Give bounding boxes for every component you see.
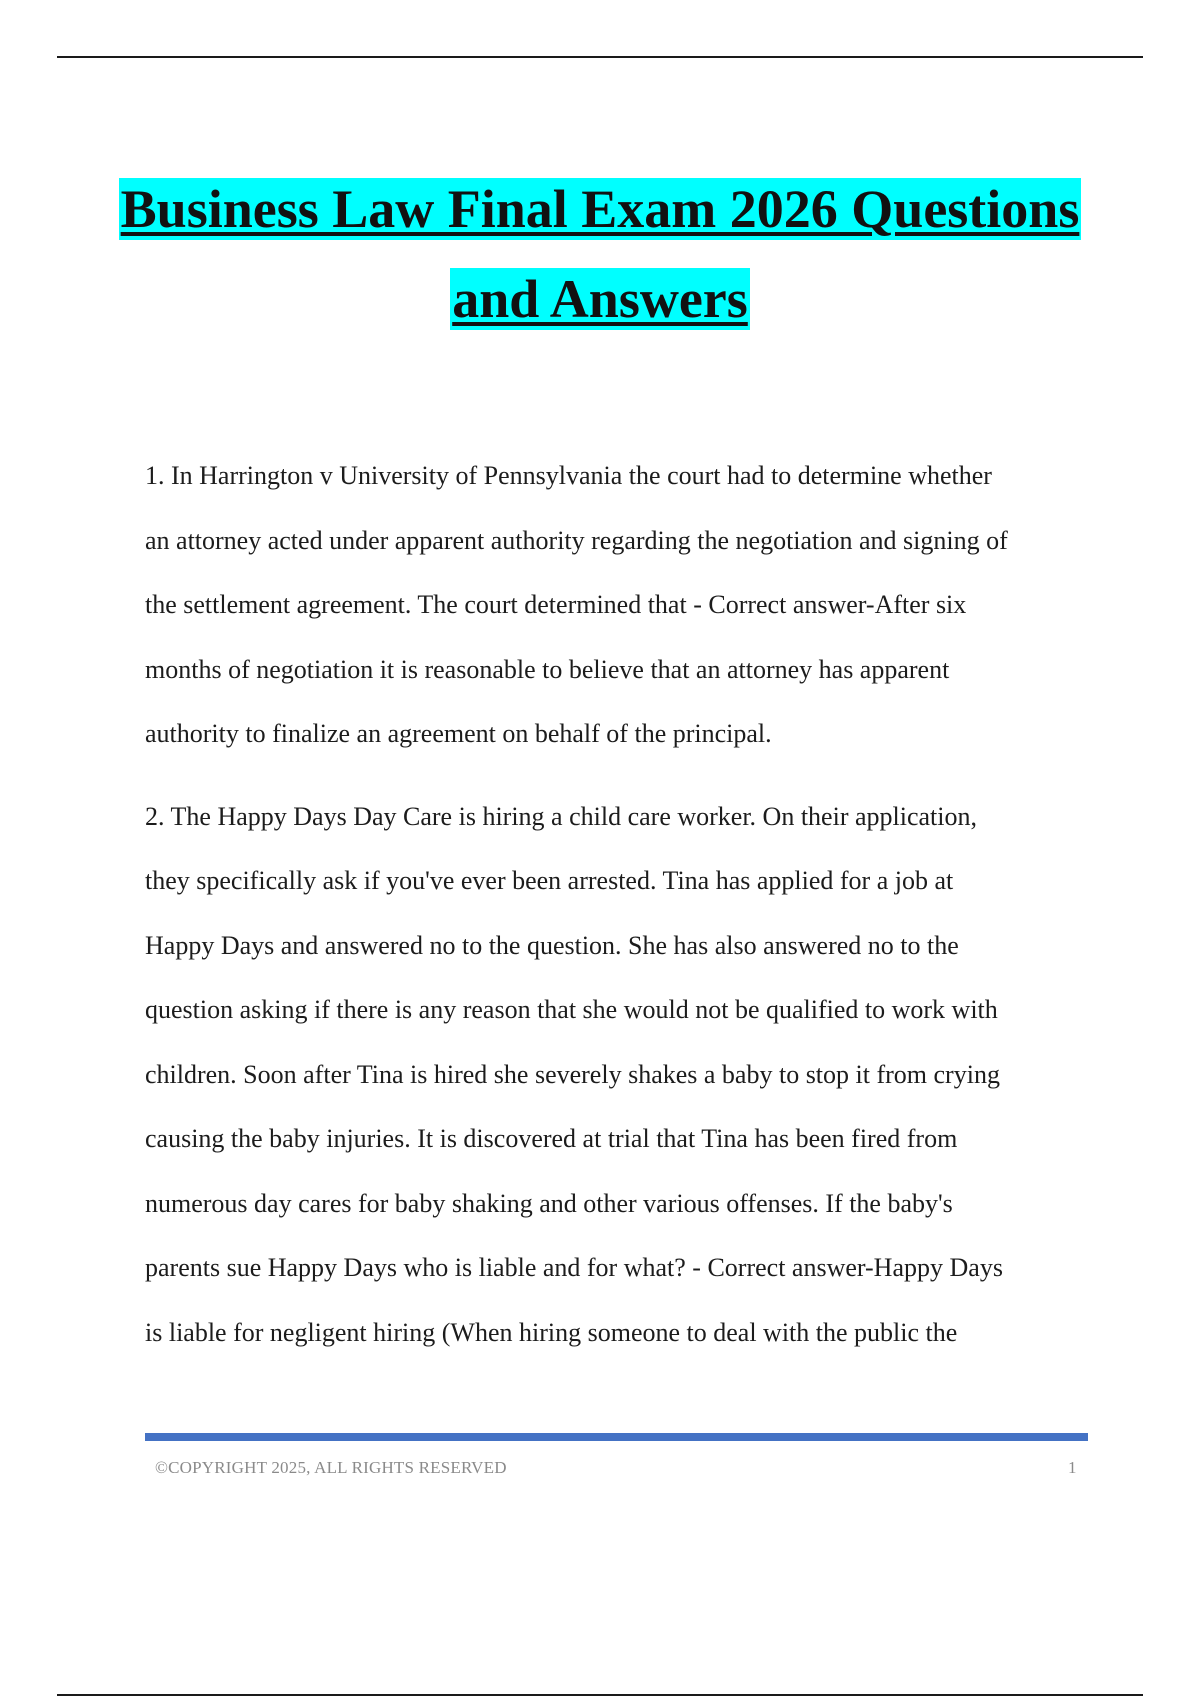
question-text-line: Happy Days and answered no to the question. She has also answered no to the bbox=[145, 930, 959, 960]
question-text-line: question asking if there is any reason that she would not be qualified to work with bbox=[145, 995, 998, 1024]
bottom-rule bbox=[57, 1694, 1143, 1696]
page-number: 1 bbox=[1068, 1458, 1077, 1477]
question-text-line: is liable for negligent hiring (When hiring someone to deal with the public the bbox=[145, 1317, 958, 1347]
question-text-line: parents sue Happy Days who is liable and for what? - Correct answer-Happy Days bbox=[145, 1253, 1003, 1282]
document-title bbox=[0, 178, 1200, 330]
question-text-line: children. Soon after Tina is hired she severely shakes a baby to stop it from crying bbox=[145, 1059, 1000, 1089]
question-text-line: numerous day cares for baby shaking and other various offenses. If the baby's bbox=[145, 1188, 953, 1218]
question-text-line: 2. The Happy Days Day Care is hiring a child care worker. On their application, bbox=[145, 801, 977, 831]
document-body bbox=[145, 444, 1095, 1383]
question-text-line: 1. In Harrington v University of Pennsylvania the court had to determine whether bbox=[145, 461, 992, 490]
question-text-line: causing the baby injuries. It is discovered at trial that Tina has been fired from bbox=[145, 1124, 958, 1153]
footer-copyright: ©COPYRIGHT 2025, ALL RIGHTS RESERVED bbox=[155, 1458, 507, 1477]
question-1 bbox=[145, 444, 1095, 767]
footer-divider bbox=[145, 1433, 1088, 1441]
question-text-line: months of negotiation it is reasonable to believe that an attorney has apparent bbox=[145, 654, 950, 684]
question-text-line: they specifically ask if you've ever been arrested. Tina has applied for a job at bbox=[145, 866, 954, 895]
question-2 bbox=[145, 785, 1095, 1366]
top-rule bbox=[57, 56, 1143, 58]
question-text-line: authority to finalize an agreement on behalf of the principal. bbox=[145, 719, 772, 748]
question-text-line: the settlement agreement. The court determined that - Correct answer-After six bbox=[145, 590, 967, 619]
title-line-2: and Answers bbox=[452, 269, 748, 329]
title-line-1: Business Law Final Exam 2026 Questions bbox=[120, 179, 1080, 239]
question-text-line: an attorney acted under apparent authority regarding the negotiation and signing of bbox=[145, 525, 1008, 555]
